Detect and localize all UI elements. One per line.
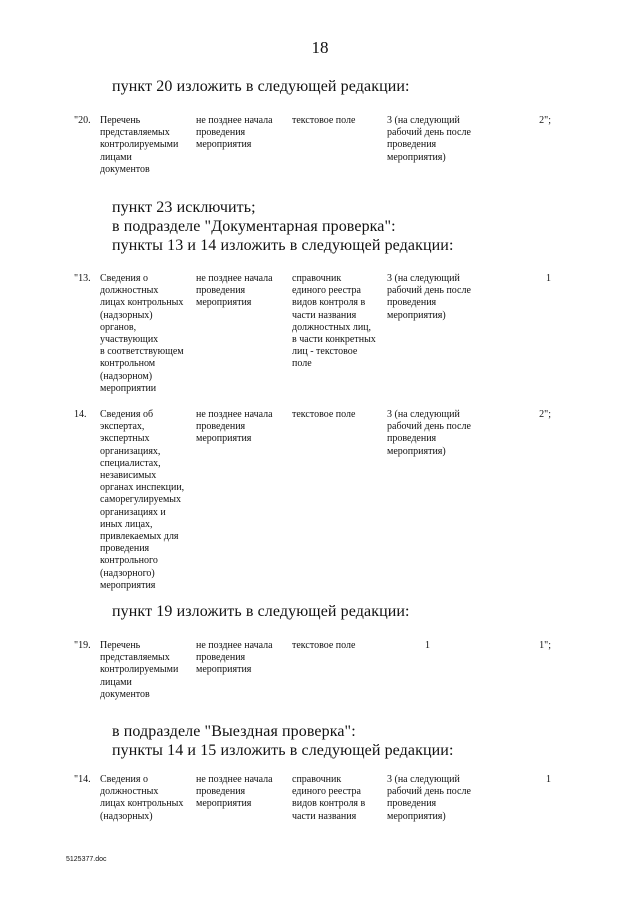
row-value: 2"; xyxy=(539,115,551,126)
row-name: Сведения о должностных лицах контрольных (надзорных) органов, участвующих в соответствующем контрольном (надзорном) мероприятии xyxy=(100,273,184,394)
row-deadline: не позднее начала проведения мероприятия xyxy=(196,273,273,309)
paragraph-items13-14-intro: пункты 13 и 14 изложить в следующей редакции: xyxy=(112,237,454,254)
row-name: Сведения о должностных лицах контрольных (надзорных) xyxy=(100,774,184,822)
row-period: 1 xyxy=(425,640,430,651)
paragraph-documentary-section: в подразделе "Документарная проверка": xyxy=(112,218,396,235)
paragraph-onsite-section: в подразделе "Выездная проверка": xyxy=(112,723,356,740)
row-value: 1"; xyxy=(539,640,551,651)
row-deadline: не позднее начала проведения мероприятия xyxy=(196,409,273,445)
row-source: текстовое поле xyxy=(292,640,356,651)
row-number: "20. xyxy=(74,115,91,126)
paragraph-item19-intro: пункт 19 изложить в следующей редакции: xyxy=(112,603,410,620)
paragraph-item23-excluded: пункт 23 исключить; xyxy=(112,199,256,216)
row-period: 3 (на следующий рабочий день после проведения мероприятия) xyxy=(387,115,471,163)
row-source: справочник единого реестра видов контроля в части названия xyxy=(292,774,366,822)
row-name: Перечень представляемых контролируемыми лицами документов xyxy=(100,115,179,175)
paragraph-items14-15-intro: пункты 14 и 15 изложить в следующей редакции: xyxy=(112,742,454,759)
paragraph-item20-intro: пункт 20 изложить в следующей редакции: xyxy=(112,78,410,95)
row-value: 1 xyxy=(546,273,551,284)
row-source: справочник единого реестра видов контроля в части названия должностных лиц, в части конкретных лиц - текстовое поле xyxy=(292,273,376,370)
row-deadline: не позднее начала проведения мероприятия xyxy=(196,774,273,810)
row-period: 3 (на следующий рабочий день после проведения мероприятия) xyxy=(387,774,471,822)
row-name: Перечень представляемых контролируемыми лицами документов xyxy=(100,640,179,700)
row-deadline: не позднее начала проведения мероприятия xyxy=(196,115,273,151)
row-name: Сведения об экспертах, экспертных организациях, специалистах, независимых органах инспекции, саморегулируемых организациях и иных лицах, привлекаемых для проведения контрольного (надзорного) мероприятия xyxy=(100,409,185,591)
row-deadline: не позднее начала проведения мероприятия xyxy=(196,640,273,676)
row-number: "13. xyxy=(74,273,91,284)
row-period: 3 (на следующий рабочий день после проведения мероприятия) xyxy=(387,409,471,457)
row-source: текстовое поле xyxy=(292,409,356,420)
row-number: "14. xyxy=(74,774,91,785)
page-number: 18 xyxy=(311,38,329,57)
row-number: 14. xyxy=(74,409,87,420)
footer-filename: 5125377.doc xyxy=(66,856,107,863)
row-number: "19. xyxy=(74,640,91,651)
row-period: 3 (на следующий рабочий день после проведения мероприятия) xyxy=(387,273,471,321)
row-value: 2"; xyxy=(539,409,551,420)
row-value: 1 xyxy=(546,774,551,785)
row-source: текстовое поле xyxy=(292,115,356,126)
